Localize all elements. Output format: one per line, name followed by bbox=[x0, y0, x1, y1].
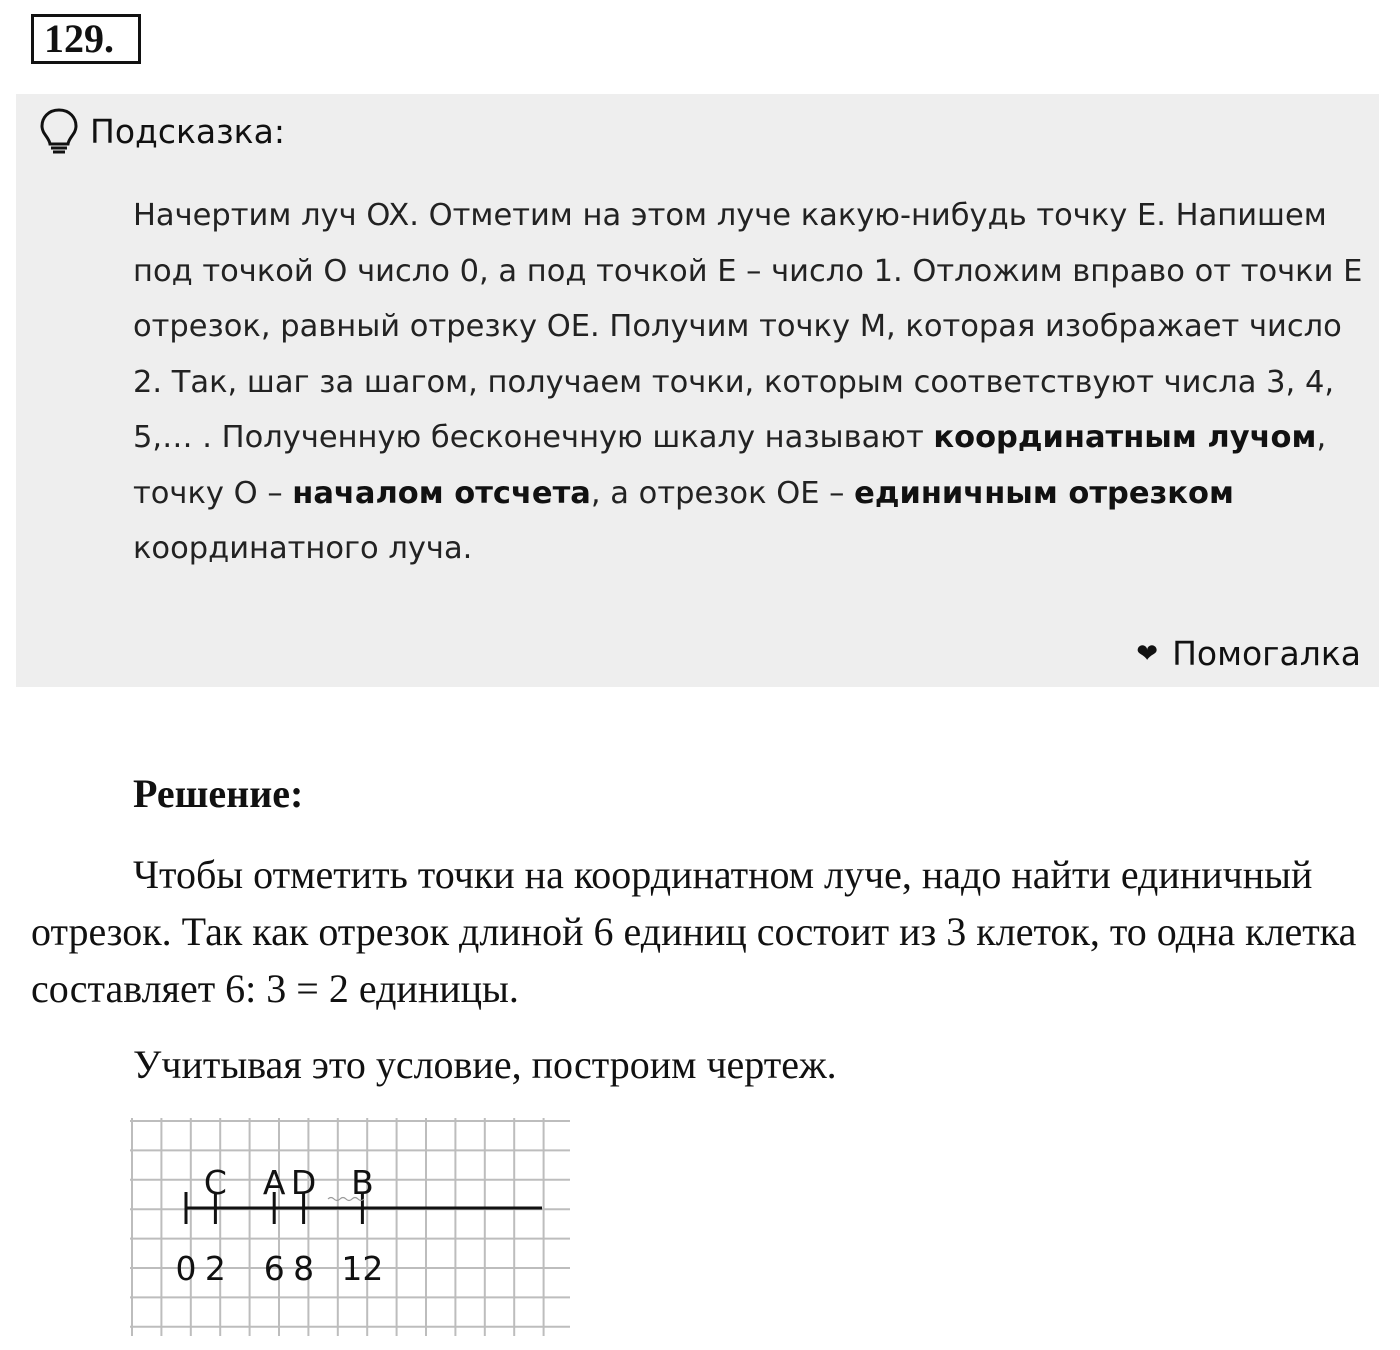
term-unit-segment: единичным отрезком bbox=[854, 475, 1234, 511]
hint-title bbox=[38, 106, 285, 156]
heart-icon: ❤ bbox=[1136, 638, 1159, 669]
task-number: 129. bbox=[31, 14, 141, 64]
point-number: 2 bbox=[204, 1249, 226, 1288]
point-number: 0 bbox=[175, 1249, 197, 1288]
point-letter: C bbox=[203, 1163, 227, 1202]
hint-box bbox=[16, 94, 1379, 687]
point-letter: D bbox=[290, 1163, 317, 1202]
hint-text-part: , а отрезок OE – bbox=[590, 475, 855, 511]
hint-text-part: координатного луча. bbox=[133, 531, 473, 566]
point-number: 8 bbox=[293, 1249, 315, 1288]
solution-paragraph-2: Учитывая это условие, построим чертеж. bbox=[133, 1042, 837, 1087]
point-number: 6 bbox=[263, 1249, 285, 1288]
point-letter: A bbox=[262, 1163, 286, 1202]
solution-paragraph: Чтобы отметить точки на координатном луче, надо найти единичный отрезок. Так как отрезок длиной 6 единиц состоит из 3 клеток, то одна клетка составляет 6: 3 = 2 единицы. bbox=[31, 852, 1357, 1011]
coordinate-ray-drawing bbox=[130, 1118, 570, 1336]
term-coordinate-ray: координатным лучом bbox=[933, 420, 1317, 455]
term-origin: началом отсчета bbox=[292, 475, 591, 511]
hint-title-text: Подсказка: bbox=[90, 111, 285, 151]
hint-text-part: Начертим луч OX. Отметим на этом луче какую-нибудь точку E. Напишем под точкой O число 0, а под точкой E – число 1. Отложим вправо от точки E отрезок, равный отрезку OE. Получим точку M, которая изображает число 2. Так, шаг за шагом, получаем точки, которым соответствуют числа 3, 4, 5,… . Полученную бесконечную шкалу называют bbox=[133, 198, 1363, 455]
point-number: 12 bbox=[341, 1249, 384, 1288]
hint-footer-label: Помогалка bbox=[1172, 634, 1361, 673]
lightbulb-icon bbox=[38, 106, 80, 156]
hint-footer bbox=[1136, 634, 1361, 673]
point-letter: B bbox=[351, 1163, 374, 1202]
hint-text-part: , точку O – bbox=[133, 420, 1327, 511]
solution-heading: Решение: bbox=[133, 771, 304, 816]
grid bbox=[130, 1118, 570, 1336]
hint-text bbox=[133, 188, 1368, 577]
